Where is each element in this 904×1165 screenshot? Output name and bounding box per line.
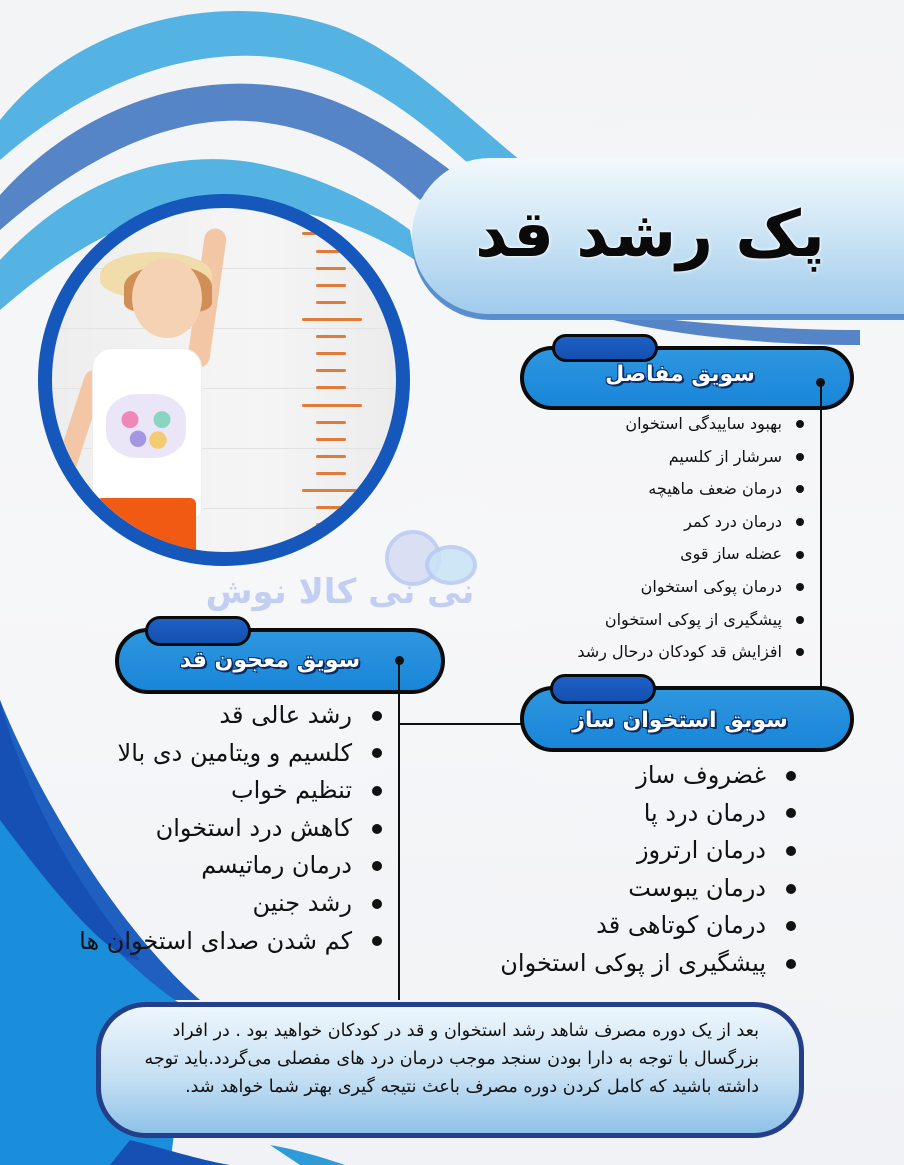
list-majoon (79, 697, 352, 960)
child-photo (38, 194, 410, 566)
footer-strip (0, 1150, 904, 1165)
section-title-mafasel: سویق مفاصل (605, 362, 755, 387)
list-item: پیشگیری از پوکی استخوان (500, 945, 766, 983)
connector-line (820, 382, 822, 722)
page-title: پک رشد قد (475, 198, 825, 272)
section-title-ostokhansaz: سویق استخوان ساز (572, 708, 788, 733)
list-item: درمان پوکی استخوان (577, 571, 782, 604)
list-item: افزایش قد کودکان درحال رشد (577, 636, 782, 669)
list-item: رشد جنین (79, 885, 352, 923)
list-item: بهبود ساییدگی استخوان (577, 408, 782, 441)
watermark-logo: نی نی کالا نوش (205, 572, 475, 612)
list-item: سرشار از کلسیم (577, 441, 782, 474)
list-item: کاهش درد استخوان (79, 810, 352, 848)
section-tab-mafasel (552, 334, 658, 362)
list-item: درمان درد پا (500, 795, 766, 833)
list-item: کلسیم و ویتامین دی بالا (79, 735, 352, 773)
list-item: درمان ضعف ماهیچه (577, 473, 782, 506)
list-mafasel (577, 408, 782, 669)
list-item: پیشگیری از پوکی استخوان (577, 604, 782, 637)
connector-line (398, 660, 400, 1000)
info-note-box (96, 1002, 804, 1138)
list-item: عضله ساز قوی (577, 538, 782, 571)
list-item: درمان رماتیسم (79, 847, 352, 885)
connector-line-horizontal (398, 723, 526, 725)
list-item: درمان ارتروز (500, 832, 766, 870)
section-tab-ostokhansaz (550, 674, 656, 704)
list-ostokhansaz (500, 757, 766, 983)
list-item: تنظیم خواب (79, 772, 352, 810)
list-item: غضروف ساز (500, 757, 766, 795)
section-title-majoon: سویق معجون قد (179, 648, 361, 673)
list-item: رشد عالی قد (79, 697, 352, 735)
list-item: کم شدن صدای استخوان ها (79, 923, 352, 961)
list-item: درمان کوتاهی قد (500, 907, 766, 945)
list-item: درمان درد کمر (577, 506, 782, 539)
info-note-text: بعد از یک دوره مصرف شاهد رشد استخوان و قد در کودکان خواهید بود . در افراد بزرگسال با توجه به دارا بودن سنجد موجب درمان درد های مفصلی می‌گردد.باید توجه داشته باشید که کامل کردن دوره مصرف باعث نتیجه گیری بهتر شما خواهد شد. (144, 1021, 759, 1097)
section-tab-majoon (145, 616, 251, 646)
list-item: درمان یبوست (500, 870, 766, 908)
